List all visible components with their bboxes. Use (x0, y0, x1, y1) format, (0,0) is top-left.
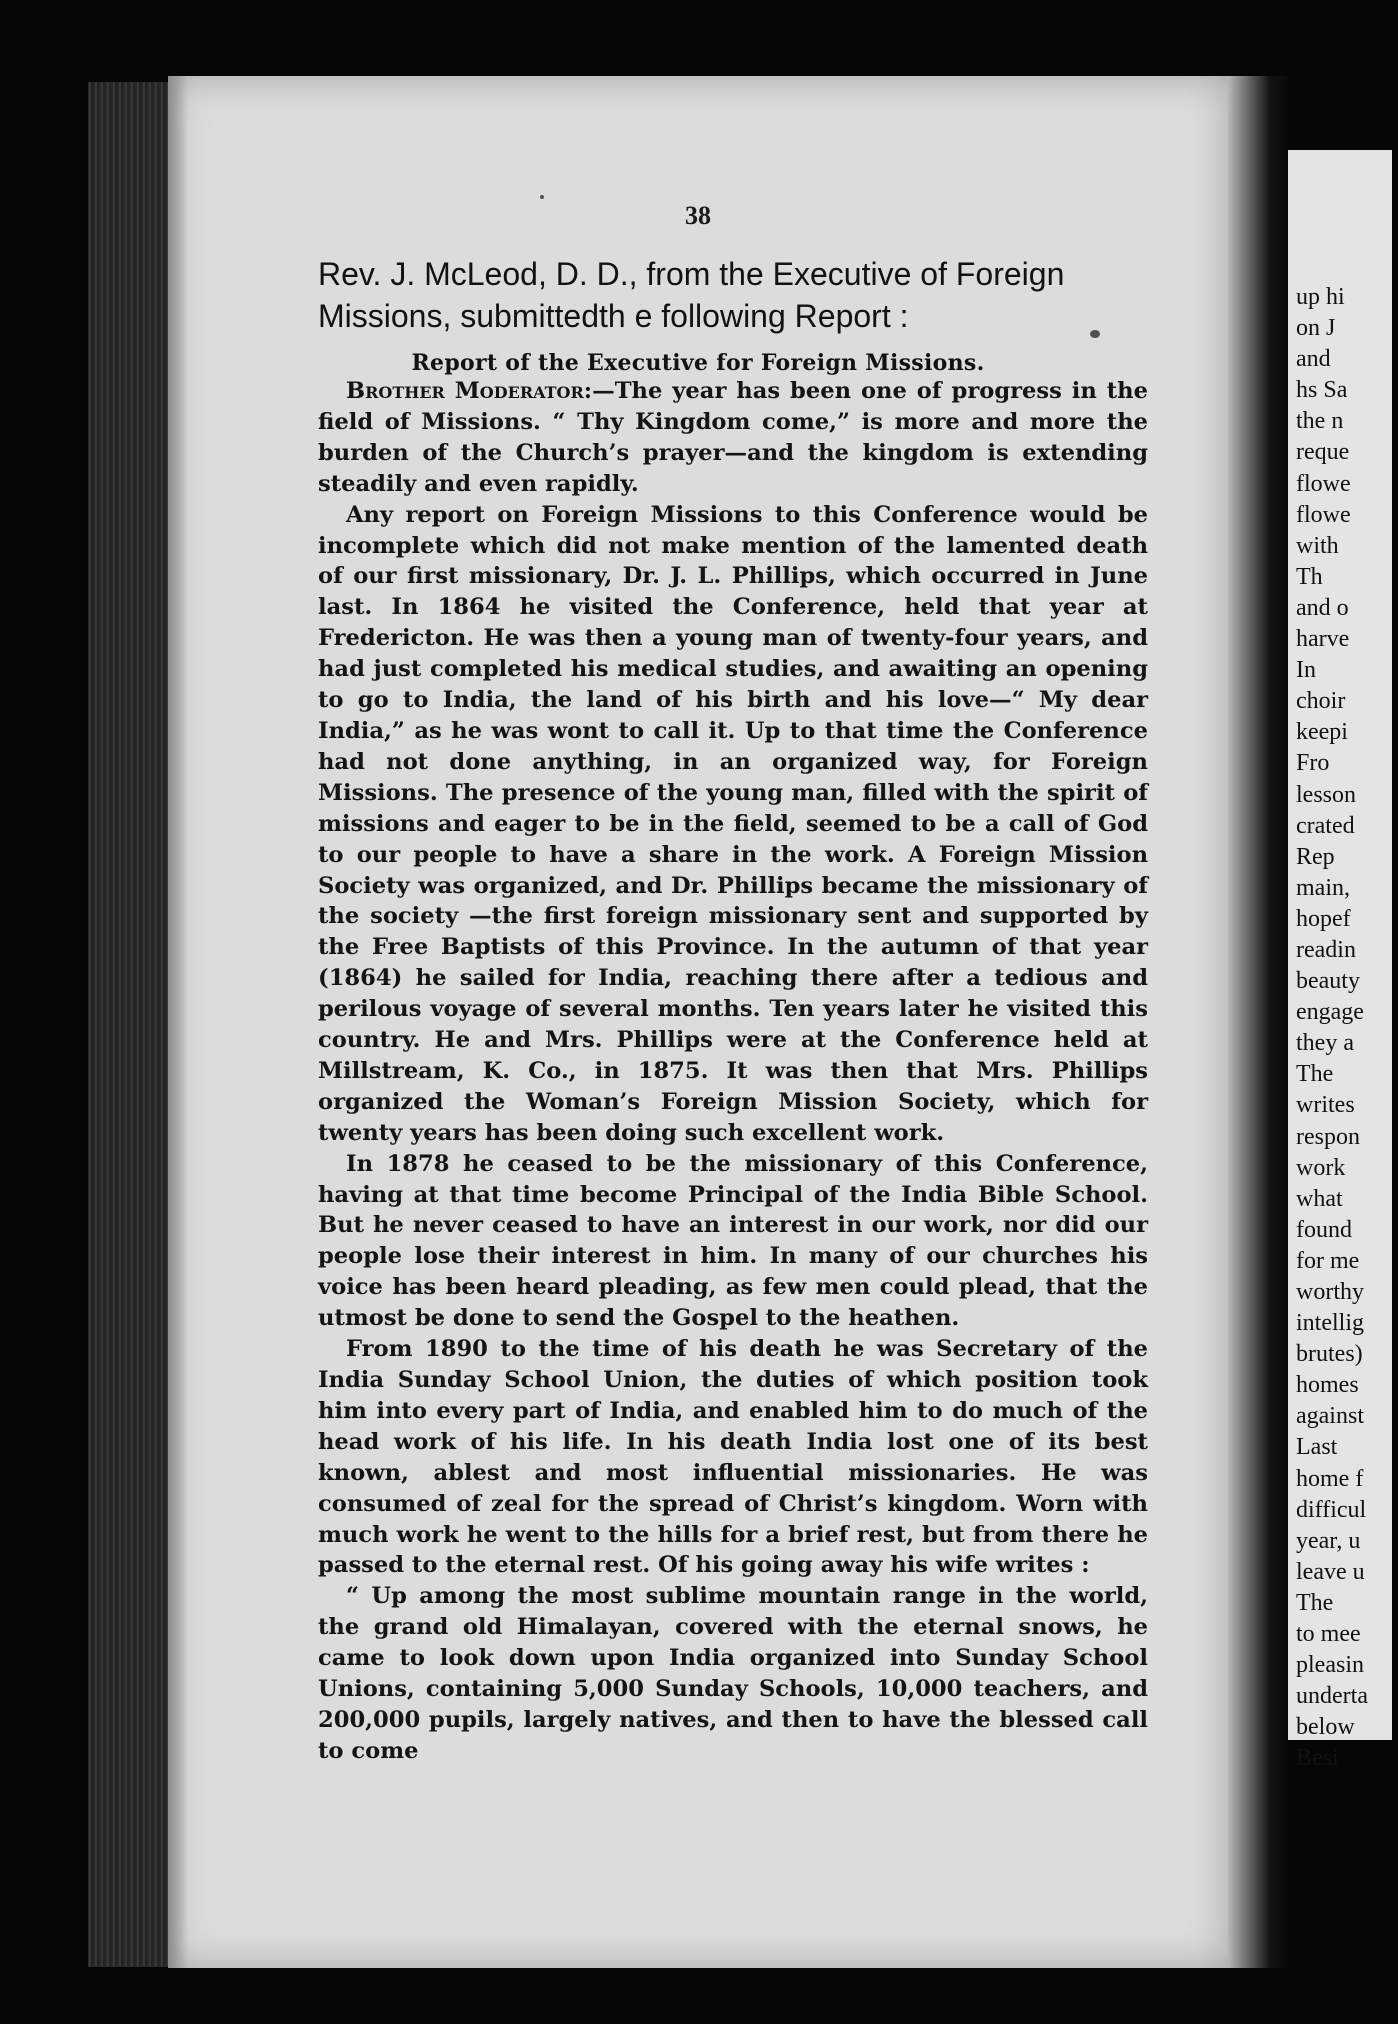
facing-page-line: intellig (1296, 1310, 1364, 1337)
facing-page-line: beauty (1296, 968, 1360, 995)
facing-page-line: Th (1296, 563, 1323, 590)
paragraph-2: Any report on Foreign Missions to this Conference would be incomplete which did not make mention of the lamented death of our first missionary, Dr. J. L. Phillips, which occurred in June last. In 1864 he visited the Conference, held that year at Fredericton. He was then a young man of twenty-four years, and had just completed his medical studies, and awaiting an opening to go to India, the land of his birth and his love—“ My dear India,” as he was wont to call it. Up to that time the Conference had not done anything, in an organized way, for Foreign Missions. The presence of the young man, filled with the spirit of missions and eager to be in the field, seemed to be a call of God to our people to have a share in the work. A Foreign Mission Society was organized, and Dr. Phillips became the missionary of the society —the first foreign missionary sent and supported by the Free Baptists of this Province. In the autumn of that year (1864) he sailed for India, reaching there after a tedious and perilous voyage of several months. Ten years later he visited this country. He and Mrs. Phillips were at the Conference held at Millstream, K. Co., in 1875. It was then that Mrs. Phillips organized the Woman’s Foreign Mission Society, which for twenty years has been doing such excellent work. (318, 501, 1148, 1146)
book-gutter (1228, 76, 1288, 1968)
facing-page-line: crated (1296, 812, 1355, 839)
intro-heading (318, 253, 1158, 337)
facing-page-line: readin (1296, 936, 1356, 963)
page-edges (88, 82, 170, 1967)
facing-page-line: hopef (1296, 905, 1351, 932)
report-body (318, 376, 1148, 1767)
facing-page-line: brutes) (1296, 1341, 1363, 1368)
facing-page-line: for me (1296, 1247, 1360, 1274)
paragraph-1 (318, 376, 1148, 500)
facing-page-line: worthy (1296, 1279, 1364, 1305)
facing-page-line: up hi (1296, 284, 1345, 310)
facing-page-line: with (1296, 532, 1339, 559)
page-number: 38 (685, 201, 711, 230)
facing-page (1288, 150, 1392, 1772)
left-page (168, 76, 1228, 1968)
facing-page-line: year, u (1296, 1527, 1361, 1554)
intro-line-1: Rev. J. McLeod, D. D., from the Executive of Foreign (318, 256, 1065, 292)
facing-page-line: underta (1296, 1683, 1368, 1710)
facing-page-line: The (1296, 1061, 1334, 1088)
facing-page-line: the n (1296, 408, 1344, 435)
facing-page-line: difficul (1296, 1496, 1367, 1523)
facing-page-fragments (1288, 282, 1398, 1775)
facing-page-line: on J (1296, 315, 1336, 342)
page-binding-shadow (168, 76, 188, 1968)
facing-page-line: flowe (1296, 470, 1351, 497)
facing-page-line: respon (1296, 1123, 1360, 1150)
paragraph-4: From 1890 to the time of his death he was Secretary of the India Sunday School Union, the duties of which position took him into every part of India, and enabled him to do much of the head work of his life. In his death India lost one of its best known, ablest and most influential missionaries. He was consumed of zeal for the spread of Christ’s kingdom. Worn with much work he went to the hills for a brief rest, but from there he passed to the eternal rest. Of his going away his wife writes : (318, 1336, 1148, 1579)
facing-page-line: The (1296, 1589, 1334, 1616)
facing-page-line: hs Sa (1296, 377, 1348, 404)
ink-speck (1090, 330, 1100, 338)
paragraph-5: “ Up among the most sublime mountain range in the world, the grand old Himalayan, covered with the eternal snows, he came to look down upon India organized into Sunday School Unions, containing 5,000 Sunday Schools, 10,000 teachers, and 200,000 pupils, largely natives, and then to have the blessed call to come (318, 1583, 1148, 1764)
facing-page-line: writes (1296, 1092, 1355, 1119)
facing-page-line: harve (1296, 626, 1350, 653)
facing-page-line: leave u (1296, 1558, 1365, 1585)
facing-page-line: lesson (1296, 781, 1356, 808)
facing-page-line: keepi (1296, 719, 1348, 746)
paragraph-1-text: —The year has been one of progress in the field of Missions. “ Thy Kingdom come,” is more and more the burden of the Church’s prayer—and the kingdom is extending steadily and even rapidly. (318, 378, 1148, 497)
facing-page-line: Rep (1296, 843, 1335, 870)
ink-speck (540, 195, 544, 199)
facing-page-line: below (1296, 1714, 1355, 1741)
facing-page-line: choir (1296, 688, 1346, 715)
report-title: Report of the Executive for Foreign Missions. (411, 350, 985, 376)
facing-page-line: Last (1296, 1434, 1338, 1461)
facing-page-line: against (1296, 1403, 1364, 1430)
facing-page-line: main, (1296, 874, 1350, 901)
facing-page-line: home f (1296, 1465, 1364, 1492)
facing-page-line: and o (1296, 594, 1349, 621)
facing-page-line: they a (1296, 1030, 1354, 1057)
paragraph-3: In 1878 he ceased to be the missionary of this Conference, having at that time become Principal of the India Bible School. But he never ceased to have an interest in our work, nor did our people lose their interest in him. In many of our churches his voice has been heard pleading, as few men could plead, that the utmost be done to send the Gospel to the heathen. (318, 1150, 1148, 1332)
facing-page-line: Fro (1296, 750, 1330, 777)
facing-page-line: found (1296, 1216, 1352, 1243)
facing-page-line: engage (1296, 999, 1364, 1026)
salutation: Brother Moderator: (346, 378, 593, 404)
facing-page-line: homes (1296, 1372, 1359, 1399)
facing-page-line: In (1296, 657, 1316, 684)
intro-line-2: Missions, submittedth e following Report : (318, 298, 909, 334)
facing-page-line: work (1296, 1154, 1346, 1181)
facing-page-line: Besi (1296, 1745, 1339, 1772)
facing-page-line: flowe (1296, 501, 1351, 528)
facing-page-line: what (1296, 1185, 1343, 1212)
facing-page-line: to mee (1296, 1621, 1361, 1648)
facing-page-line: pleasin (1296, 1652, 1364, 1679)
facing-page-line: and (1296, 346, 1331, 373)
facing-page-line: reque (1296, 439, 1350, 466)
